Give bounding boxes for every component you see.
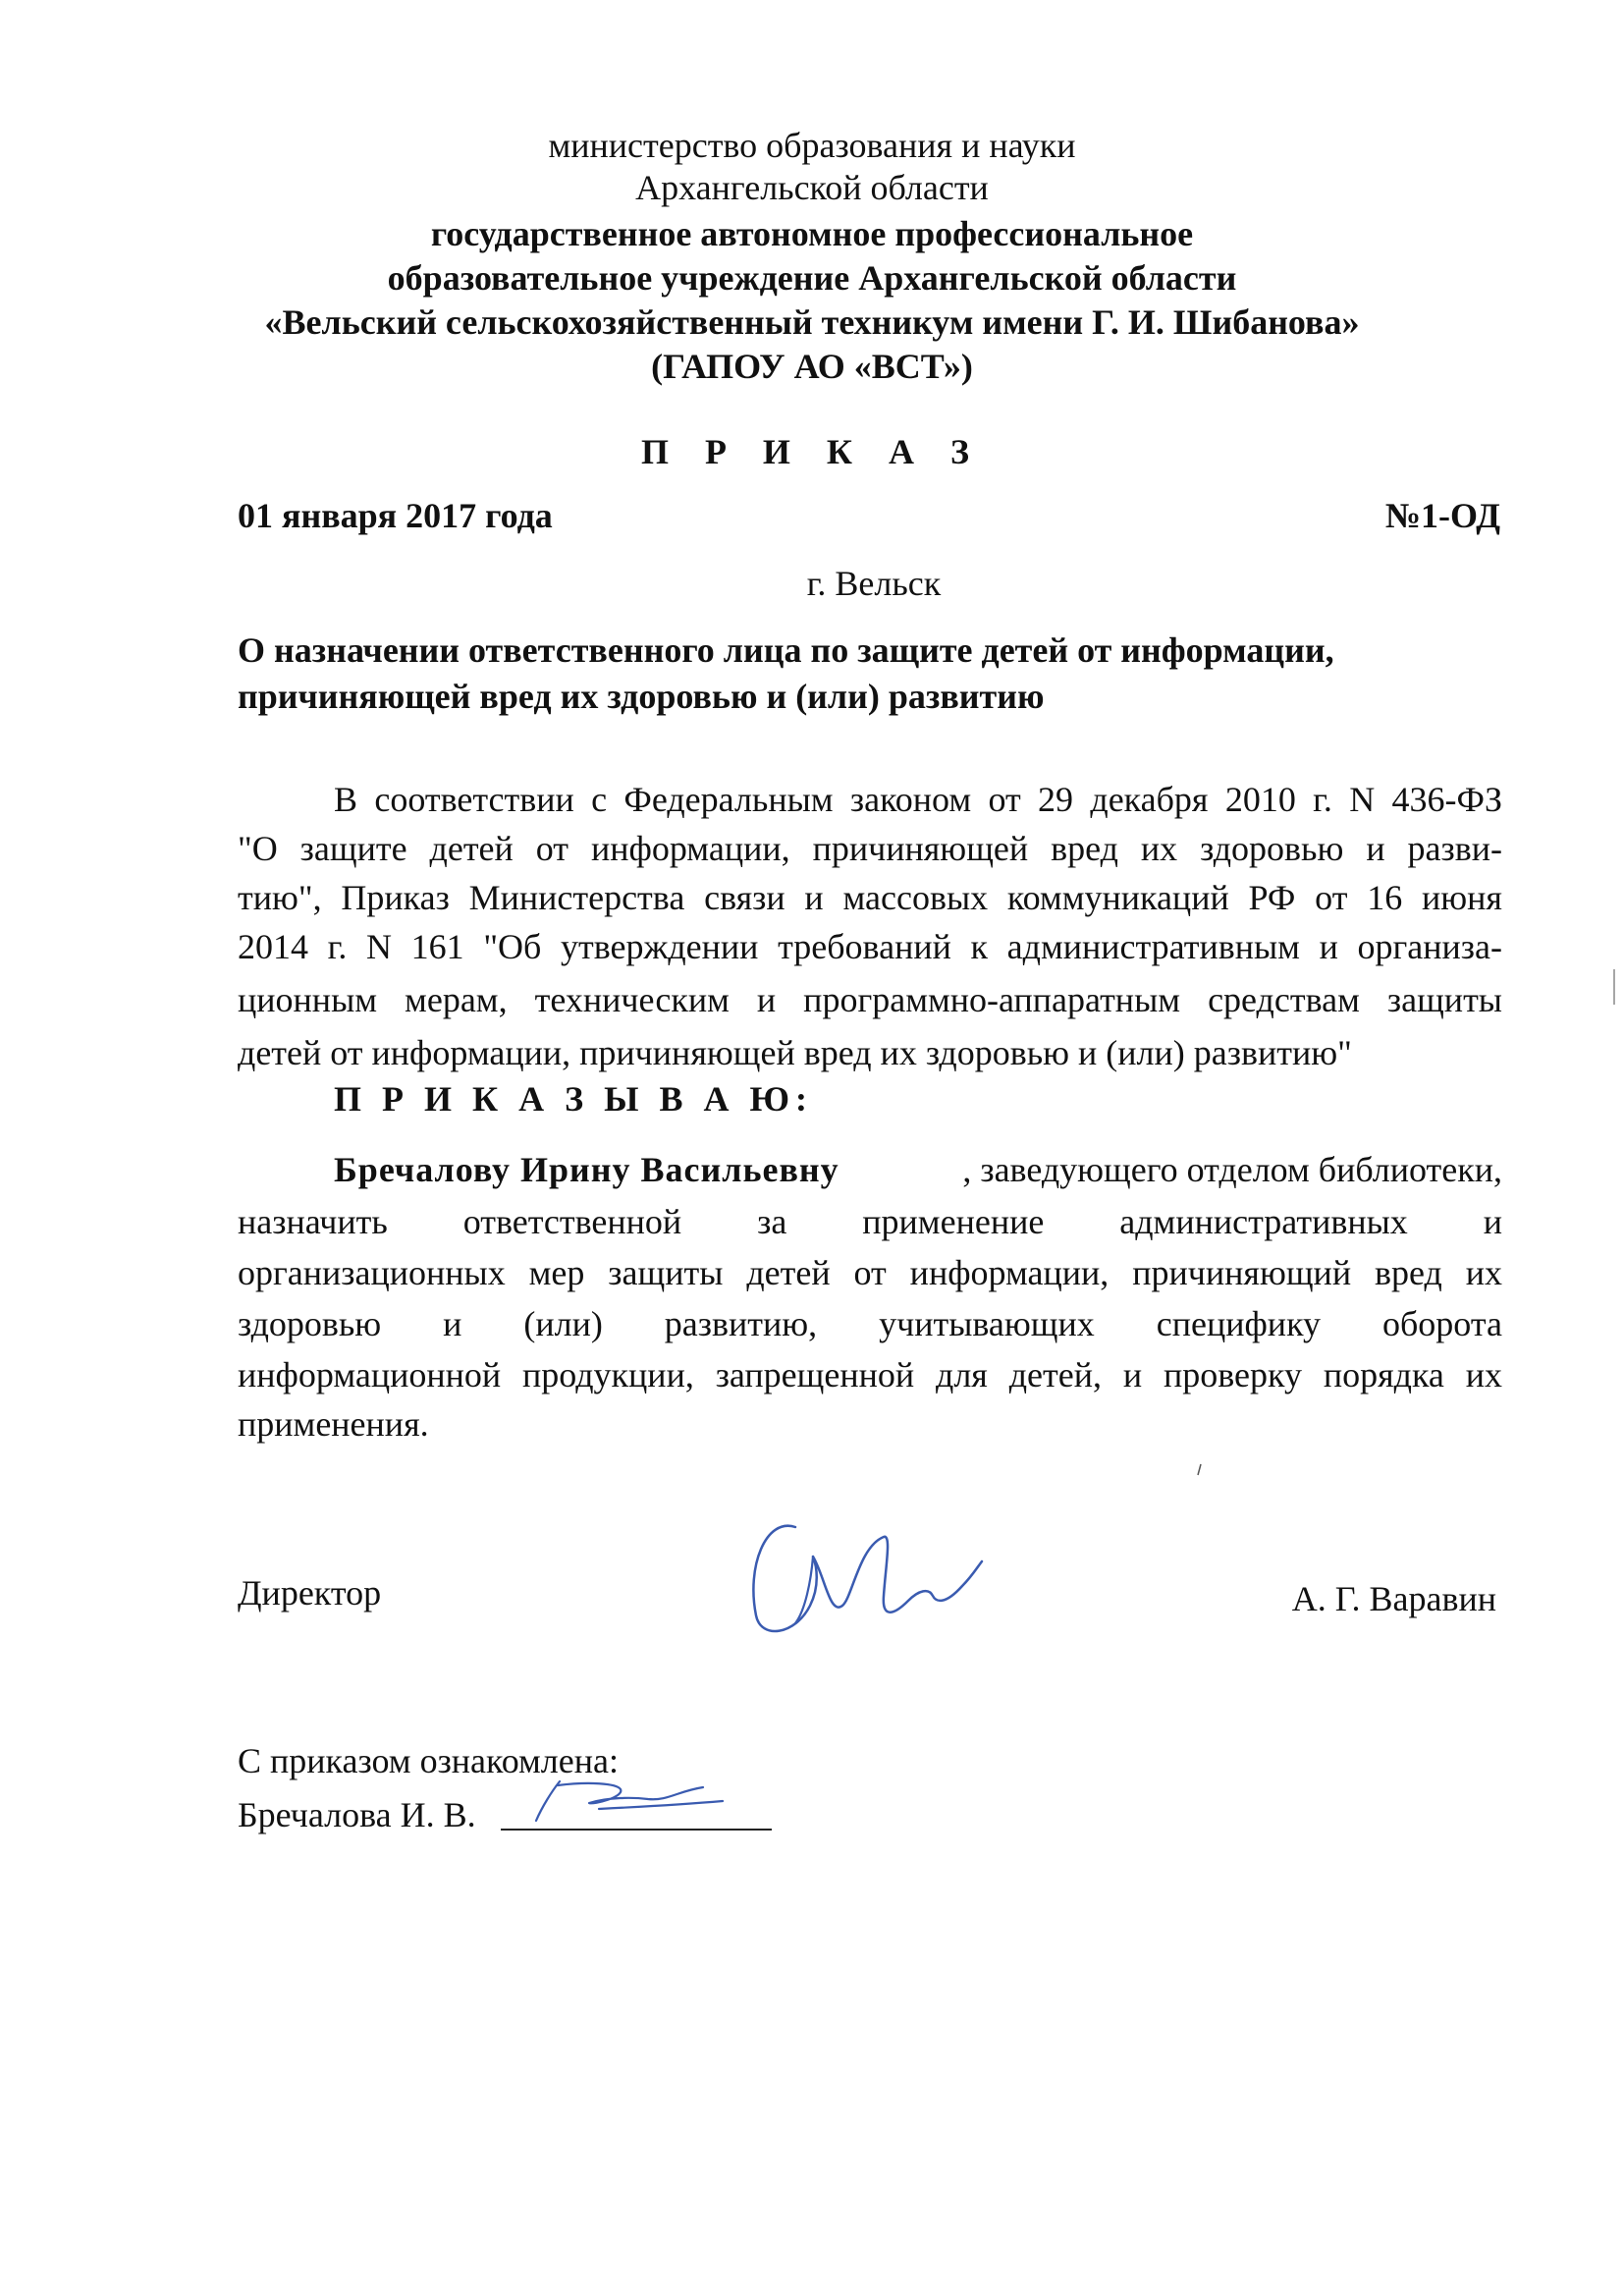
preamble-line: детей от информации, причиняющей вред их здоровью и (или) развитию" (238, 1033, 1352, 1072)
preamble-line: В соответствии с Федеральным законом от 29 декабря 2010 г. N 436-ФЗ (334, 780, 1502, 819)
order-body-line: назначить ответственной за применение административных и (238, 1202, 1502, 1241)
order-city: г. Вельск (806, 564, 942, 603)
ministry-name-line2: Архангельской области (635, 168, 989, 207)
signature-line (501, 1829, 772, 1831)
order-date: 01 января 2017 года (238, 496, 553, 535)
order-body-line: здоровью и (или) развитию, учитывающих специфику оборота (238, 1304, 1502, 1343)
order-verb: П Р И К А З Ы В А Ю: (334, 1079, 813, 1119)
scan-edge-mark (1610, 967, 1620, 1007)
signatory-name: А. Г. Варавин (1291, 1579, 1496, 1618)
order-body-line1-rest: , заведующего отделом библиотеки, (962, 1150, 1502, 1189)
order-number: №1-ОД (1384, 496, 1500, 535)
acknowledgement-signature-icon (530, 1777, 727, 1827)
responsible-person-name: Бречалову Ирину Васильевну (334, 1150, 839, 1189)
document-type-title: П Р И К А З (640, 432, 984, 471)
ministry-name-line1: министерство образования и науки (548, 126, 1076, 165)
scan-speck (1195, 1463, 1205, 1477)
signatory-position: Директор (238, 1573, 382, 1613)
preamble-line: ционным мерам, техническим и программно-аппаратным средствам защиты (238, 980, 1502, 1019)
director-signature-icon (736, 1507, 992, 1655)
acknowledged-person-name: Бречалова И. В. (238, 1795, 476, 1834)
order-subject-line2: причиняющей вред их здоровью и (или) развитию (238, 677, 1045, 716)
organization-short-name: (ГАПОУ АО «ВСТ») (651, 347, 973, 386)
preamble-line: тию", Приказ Министерства связи и массовых коммуникаций РФ от 16 июня (238, 878, 1502, 917)
order-body-line: применения. (238, 1404, 429, 1444)
preamble-line: 2014 г. N 161 "Об утверждении требований к административным и организа- (238, 927, 1502, 966)
order-subject-line1: О назначении ответственного лица по защите детей от информации, (238, 630, 1334, 670)
organization-name-line2: образовательное учреждение Архангельской области (387, 258, 1237, 298)
organization-name-line1: государственное автономное профессиональное (430, 214, 1194, 253)
acknowledgement-label: С приказом ознакомлена: (238, 1741, 619, 1780)
organization-name-line3: «Вельский сельскохозяйственный техникум имени Г. И. Шибанова» (264, 302, 1360, 342)
order-body-line: организационных мер защиты детей от информации, причиняющий вред их (238, 1253, 1502, 1292)
preamble-line: "О защите детей от информации, причиняющей вред их здоровью и разви- (238, 829, 1502, 868)
order-body-line1 (334, 1152, 1502, 1187)
order-body-line: информационной продукции, запрещенной для детей, и проверку порядка их (238, 1355, 1502, 1394)
